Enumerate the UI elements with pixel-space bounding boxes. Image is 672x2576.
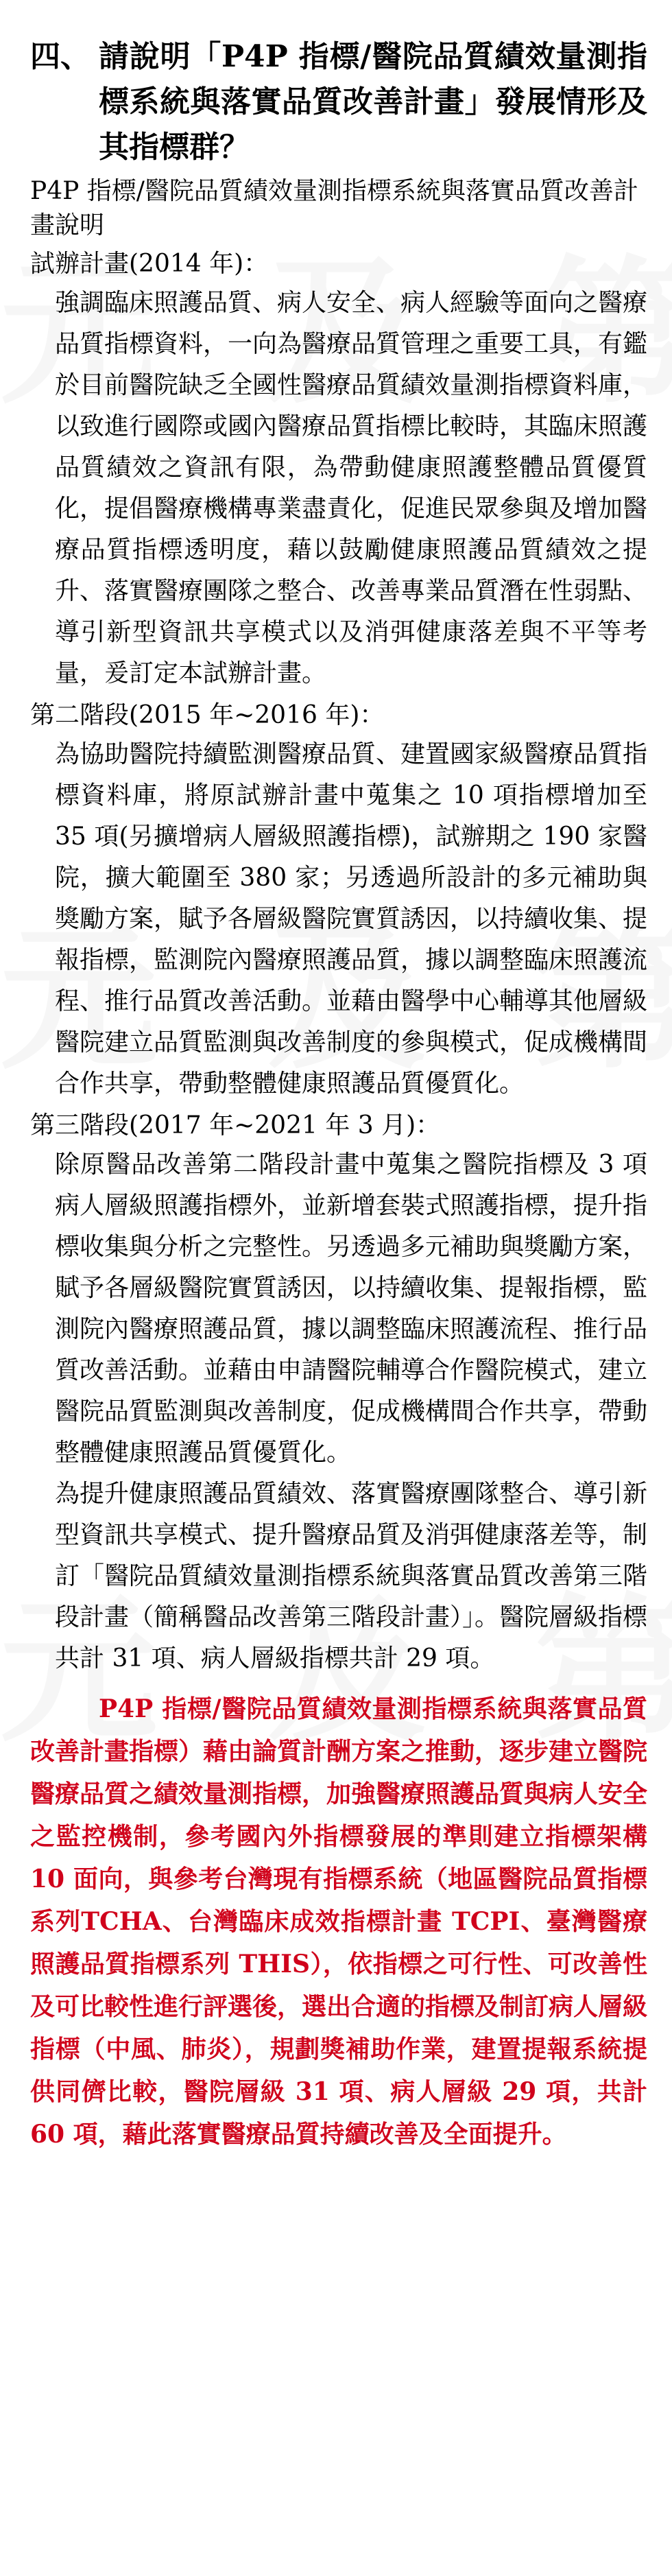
- section-phase-two: [30, 697, 647, 1104]
- section-pilot: [30, 246, 647, 694]
- summary-highlight: P4P 指標/醫院品質績效量測指標系統與落實品質改善計畫指標）藉由論質計酬方案之推動，逐步建立醫院醫療品質之績效量測指標，加強醫療照護品質與病人安全之監控機制，參考國內外指標發展的準則建立指標架構 10 面向，與參考台灣現有指標系統（地區醫院品質指標系列TCHA、台灣臨床成效指標計畫 TCPI、臺灣醫療照護品質指標系列 THIS），依指標之可行性、可改善性及可比較性進行評選後，選出合適的指標及制訂病人層級指標（中風、肺炎），規劃獎補助作業，建置提報系統提供同儕比較，醫院層級 31 項、病人層級 29 項，共計 60 項，藉此落實醫療品質持續改善及全面提升。: [30, 1694, 648, 2149]
- document-body: [30, 34, 647, 2155]
- question-number: 四、: [30, 39, 91, 74]
- section-title: 第三階段(2017 年~2021 年 3 月)：: [30, 1111, 441, 1139]
- intro-text: P4P 指標/醫院品質績效量測指標系統與落實品質改善計畫說明: [30, 177, 638, 239]
- question-title: 請說明「P4P 指標/醫院品質績效量測指標系統與落實品質改善計畫」發展情形及其指標群？: [99, 39, 647, 165]
- section-paragraph: 除原醫品改善第二階段計畫中蒐集之醫院指標及 3 項病人層級照護指標外，並新增套裝式照護指標，提升指標收集與分析之完整性。另透過多元補助與獎勵方案，賦予各層級醫院實質誘因，以持續收集、提報指標，監測院內醫療照護品質，據以調整臨床照護流程、推行品質改善活動。並藉由申請醫院輔導合作醫院模式，建立醫院品質監測與改善制度，促成機構間合作共享，帶動整體健康照護品質優質化。: [55, 1150, 648, 1467]
- question-heading: [30, 34, 647, 170]
- section-title: 第二階段(2015 年~2016 年)：: [30, 701, 385, 729]
- section-paragraph: 為提升健康照護品質績效、落實醫療團隊整合、導引新型資訊共享模式、提升醫療品質及消弭健康落差等，制訂「醫院品質績效量測指標系統與落實品質改善第三階段計畫（簡稱醫品改善第三階段計畫）」。醫院層級指標共計 31 項、病人層級指標共計 29 項。: [55, 1480, 648, 1673]
- section-phase-three: [30, 1107, 647, 1679]
- section-paragraph: 為協助醫院持續監測醫療品質、建置國家級醫療品質指標資料庫，將原試辦計畫中蒐集之 10 項指標增加至 35 項(另擴增病人層級照護指標)，試辦期之 190 家醫院，擴大範圍至 380 家；另透過所設計的多元補助與獎勵方案，賦予各層級醫院實質誘因，以持續收集、提報指標，監測院內醫療照護品質，據以調整臨床照護流程、推行品質改善活動。並藉由醫學中心輔導其他層級醫院建立品質監測與改善制度的參與模式，促成機構間合作共享，帶動整體健康照護品質優質化。: [55, 740, 648, 1098]
- section-paragraph: 強調臨床照護品質、病人安全、病人經驗等面向之醫療品質指標資料，一向為醫療品質管理之重要工具，有鑑於目前醫院缺乏全國性醫療品質績效量測指標資料庫，以致進行國際或國內醫療品質指標比較時，其臨床照護品質績效之資訊有限，為帶動健康照護整體品質優質化，提倡醫療機構專業盡責化，促進民眾參與及增加醫療品質指標透明度，藉以鼓勵健康照護品質績效之提升、落實醫療團隊之整合、改善專業品質潛在性弱點、導引新型資訊共享模式以及消弭健康落差與不平等考量，爰訂定本試辦計畫。: [55, 289, 648, 687]
- section-title: 試辦計畫(2014 年)：: [30, 250, 269, 278]
